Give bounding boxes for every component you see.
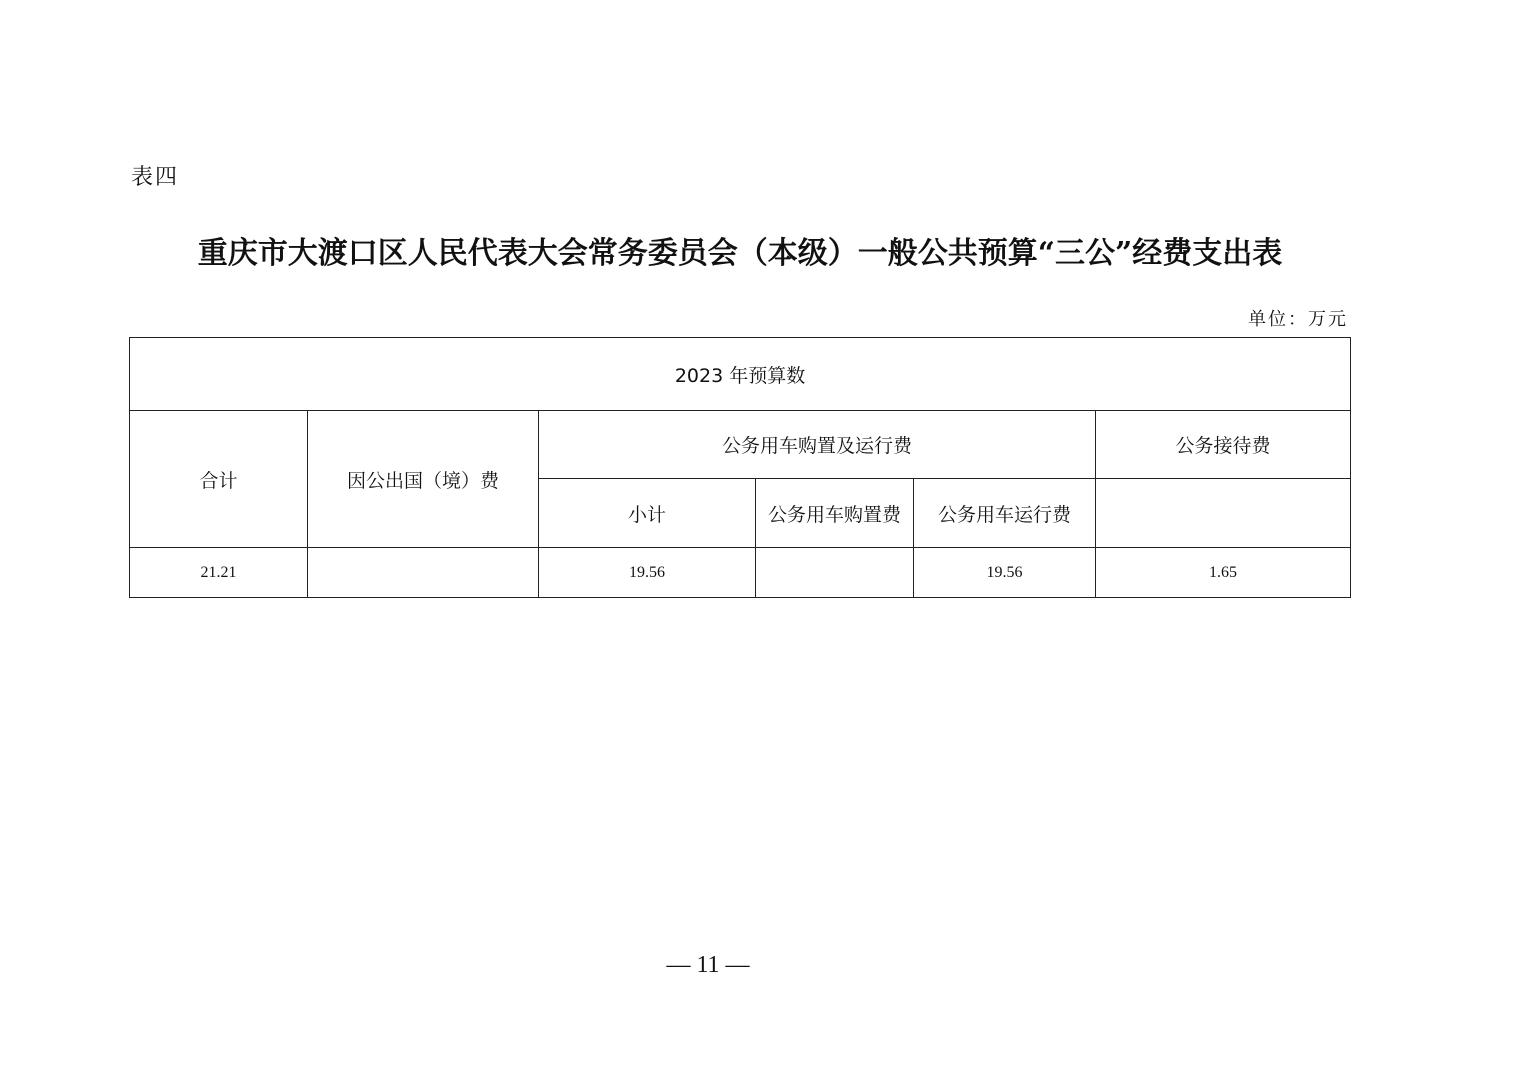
vehicle-operation-cell: 19.56: [914, 548, 1096, 598]
header-row: [130, 411, 1351, 479]
vehicle-group-header: 公务用车购置及运行费: [539, 411, 1096, 479]
total-cell: 21.21: [130, 548, 308, 598]
vehicle-purchase-header: 公务用车购置费: [756, 479, 914, 548]
document-title: 重庆市大渡口区人民代表大会常务委员会（本级）一般公共预算“三公”经费支出表: [197, 236, 1283, 271]
vehicle-purchase-cell: [756, 548, 914, 598]
budget-year-header: 2023 年预算数: [130, 338, 1351, 411]
table-label: 表四: [131, 165, 180, 190]
table-title-row: [130, 338, 1351, 411]
reception-subheader-empty: [1096, 479, 1351, 548]
vehicle-subtotal-header: 小计: [539, 479, 756, 548]
reception-cell: 1.65: [1096, 548, 1351, 598]
overseas-header: 因公出国（境）费: [308, 411, 539, 548]
overseas-cell: [308, 548, 539, 598]
budget-table: [129, 337, 1351, 598]
reception-header: 公务接待费: [1096, 411, 1351, 479]
total-header: 合计: [130, 411, 308, 548]
vehicle-subtotal-cell: 19.56: [539, 548, 756, 598]
unit-note: 单位：万元: [1248, 309, 1348, 330]
table-row: [130, 548, 1351, 598]
page-number: — 11 —: [666, 952, 750, 978]
vehicle-operation-header: 公务用车运行费: [914, 479, 1096, 548]
